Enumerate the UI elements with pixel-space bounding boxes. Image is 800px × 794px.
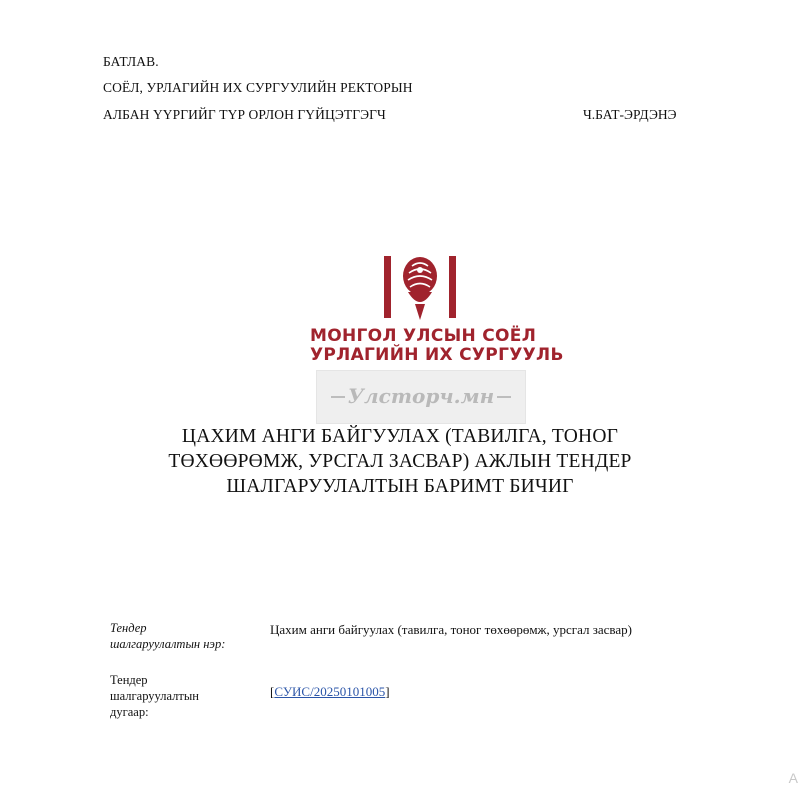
tender-name-label [110, 620, 260, 652]
tender-number-label-line-3: дугаар: [110, 705, 149, 719]
bracket-open: [ [270, 684, 275, 699]
watermark-text: Улсторч.мн [347, 384, 495, 408]
tender-number-label-line-2: шалгаруулалтын [110, 689, 199, 703]
tender-number-link[interactable]: СУИС/20250101005 [274, 684, 386, 699]
approval-line-3: АЛБАН ҮҮРГИЙГ ТҮР ОРЛОН ГҮЙЦЭТГЭГЧ [103, 107, 386, 122]
tender-name-label-line-1: Тендер [110, 621, 147, 635]
tender-name-label-line-2: шалгаруулалтын нэр: [110, 637, 226, 651]
watermark [316, 370, 526, 424]
corner-mark: A [788, 770, 798, 786]
conch-shell-emblem-icon [382, 254, 458, 324]
tender-number-value [270, 684, 390, 700]
document-title [130, 424, 670, 499]
title-line-2: ТӨХӨӨРӨМЖ, УРСГАЛ ЗАСВАР) АЖЛЫН ТЕНДЕР [168, 451, 632, 472]
tender-number-label [110, 672, 240, 720]
title-line-3: ШАЛГАРУУЛАЛТЫН БАРИМТ БИЧИГ [226, 476, 574, 497]
title-line-1: ЦАХИМ АНГИ БАЙГУУЛАХ (ТАВИЛГА, ТОНОГ [181, 426, 619, 447]
approval-line-1: БАТЛАВ. [103, 54, 159, 69]
tender-number-label-line-1: Тендер [110, 673, 148, 687]
approval-line-2: СОЁЛ, УРЛАГИЙН ИХ СУРГУУЛИЙН РЕКТОРЫН [103, 80, 413, 95]
watermark-dash [497, 396, 511, 398]
tender-name-value: Цахим анги байгуулах (тавилга, тоног төхөөрөмж, урсгал засвар) [270, 622, 632, 637]
logo-text-line-2: УРЛАГИЙН ИХ СУРГУУЛЬ [310, 345, 564, 365]
signer-name: Ч.БАТ-ЭРДЭНЭ [583, 107, 677, 122]
logo-text-line-1: МОНГОЛ УЛСЫН СОЁЛ [310, 326, 537, 346]
bracket-close: ] [385, 684, 390, 699]
